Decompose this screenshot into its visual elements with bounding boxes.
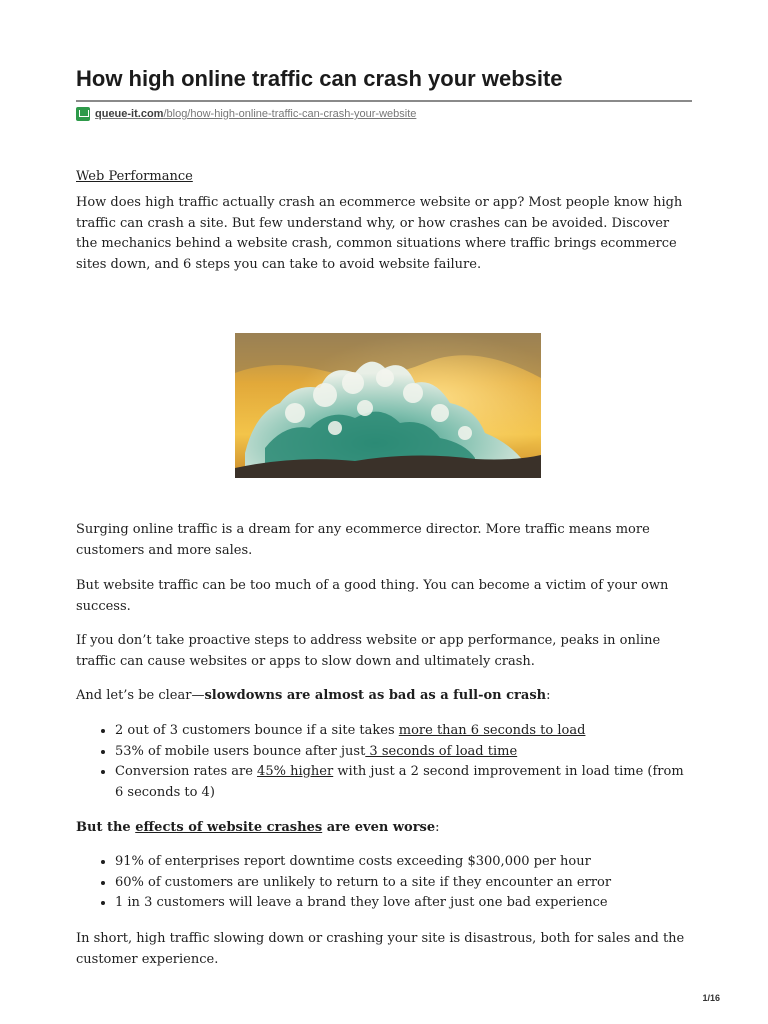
stat-link[interactable]: 45% higher	[257, 764, 334, 779]
list-item: • 1 in 3 customers will leave a brand they love after just one bad experience	[115, 893, 692, 914]
source-link[interactable]: queue-it.com/blog/how-high-online-traffic-can-crash-your-website	[95, 108, 417, 120]
paragraph-surging-traffic: Surging online traffic is a dream for any ecommerce director. More traffic means more customers and more sales.	[76, 522, 650, 558]
title-divider	[76, 100, 692, 102]
list-item: • 53% of mobile users bounce after just 3 seconds of load time	[115, 742, 692, 763]
stat-link[interactable]: more than 6 seconds to load	[398, 723, 586, 738]
article-title: How high online traffic can crash your website	[76, 66, 563, 91]
intro-paragraph: How does high traffic actually crash an ecommerce website or app? Most people know high traffic can crash a site. But few understand why, or how crashes can be avoided. Discover the mechanics behind a website crash, common situations where traffic brings ecommerce sites down, and 6 steps you can take to avoid website failure.	[76, 195, 683, 272]
list-item: • 2 out of 3 customers bounce if a site takes more than 6 seconds to load	[115, 721, 692, 742]
paragraph-too-much: But website traffic can be too much of a good thing. You can become a victim of your own success.	[76, 578, 669, 614]
paragraph-slowdowns: And let’s be clear—slowdowns are almost as bad as a full-on crash:	[76, 688, 551, 703]
crash-stats-list	[76, 852, 692, 914]
hero-image-wave	[235, 333, 541, 478]
paragraph-crash-effects: But the effects of website crashes are even worse:	[76, 820, 440, 835]
list-item: • 60% of customers are unlikely to return to a site if they encounter an error	[115, 873, 692, 894]
category-link[interactable]: Web Performance	[76, 169, 193, 184]
paragraph-proactive-steps: If you don’t take proactive steps to address website or app performance, peaks in online traffic can cause websites or apps to slow down and ultimately crash.	[76, 633, 661, 669]
paragraph-in-short: In short, high traffic slowing down or crashing your site is disastrous, both for sales and the customer experience.	[76, 931, 685, 967]
stat-link[interactable]: 3 seconds of load time	[365, 743, 518, 759]
crash-effects-link[interactable]: effects of website crashes	[135, 820, 323, 835]
list-item: • 91% of enterprises report downtime costs exceeding $300,000 per hour	[115, 852, 692, 873]
slowdown-stats-list	[76, 721, 692, 803]
site-favicon-icon	[76, 107, 90, 121]
list-item: • Conversion rates are 45% higher with just a 2 second improvement in load time (from 6 seconds to 4)	[115, 762, 692, 803]
page-number: 1/16	[702, 993, 720, 1003]
source-url	[76, 106, 416, 122]
